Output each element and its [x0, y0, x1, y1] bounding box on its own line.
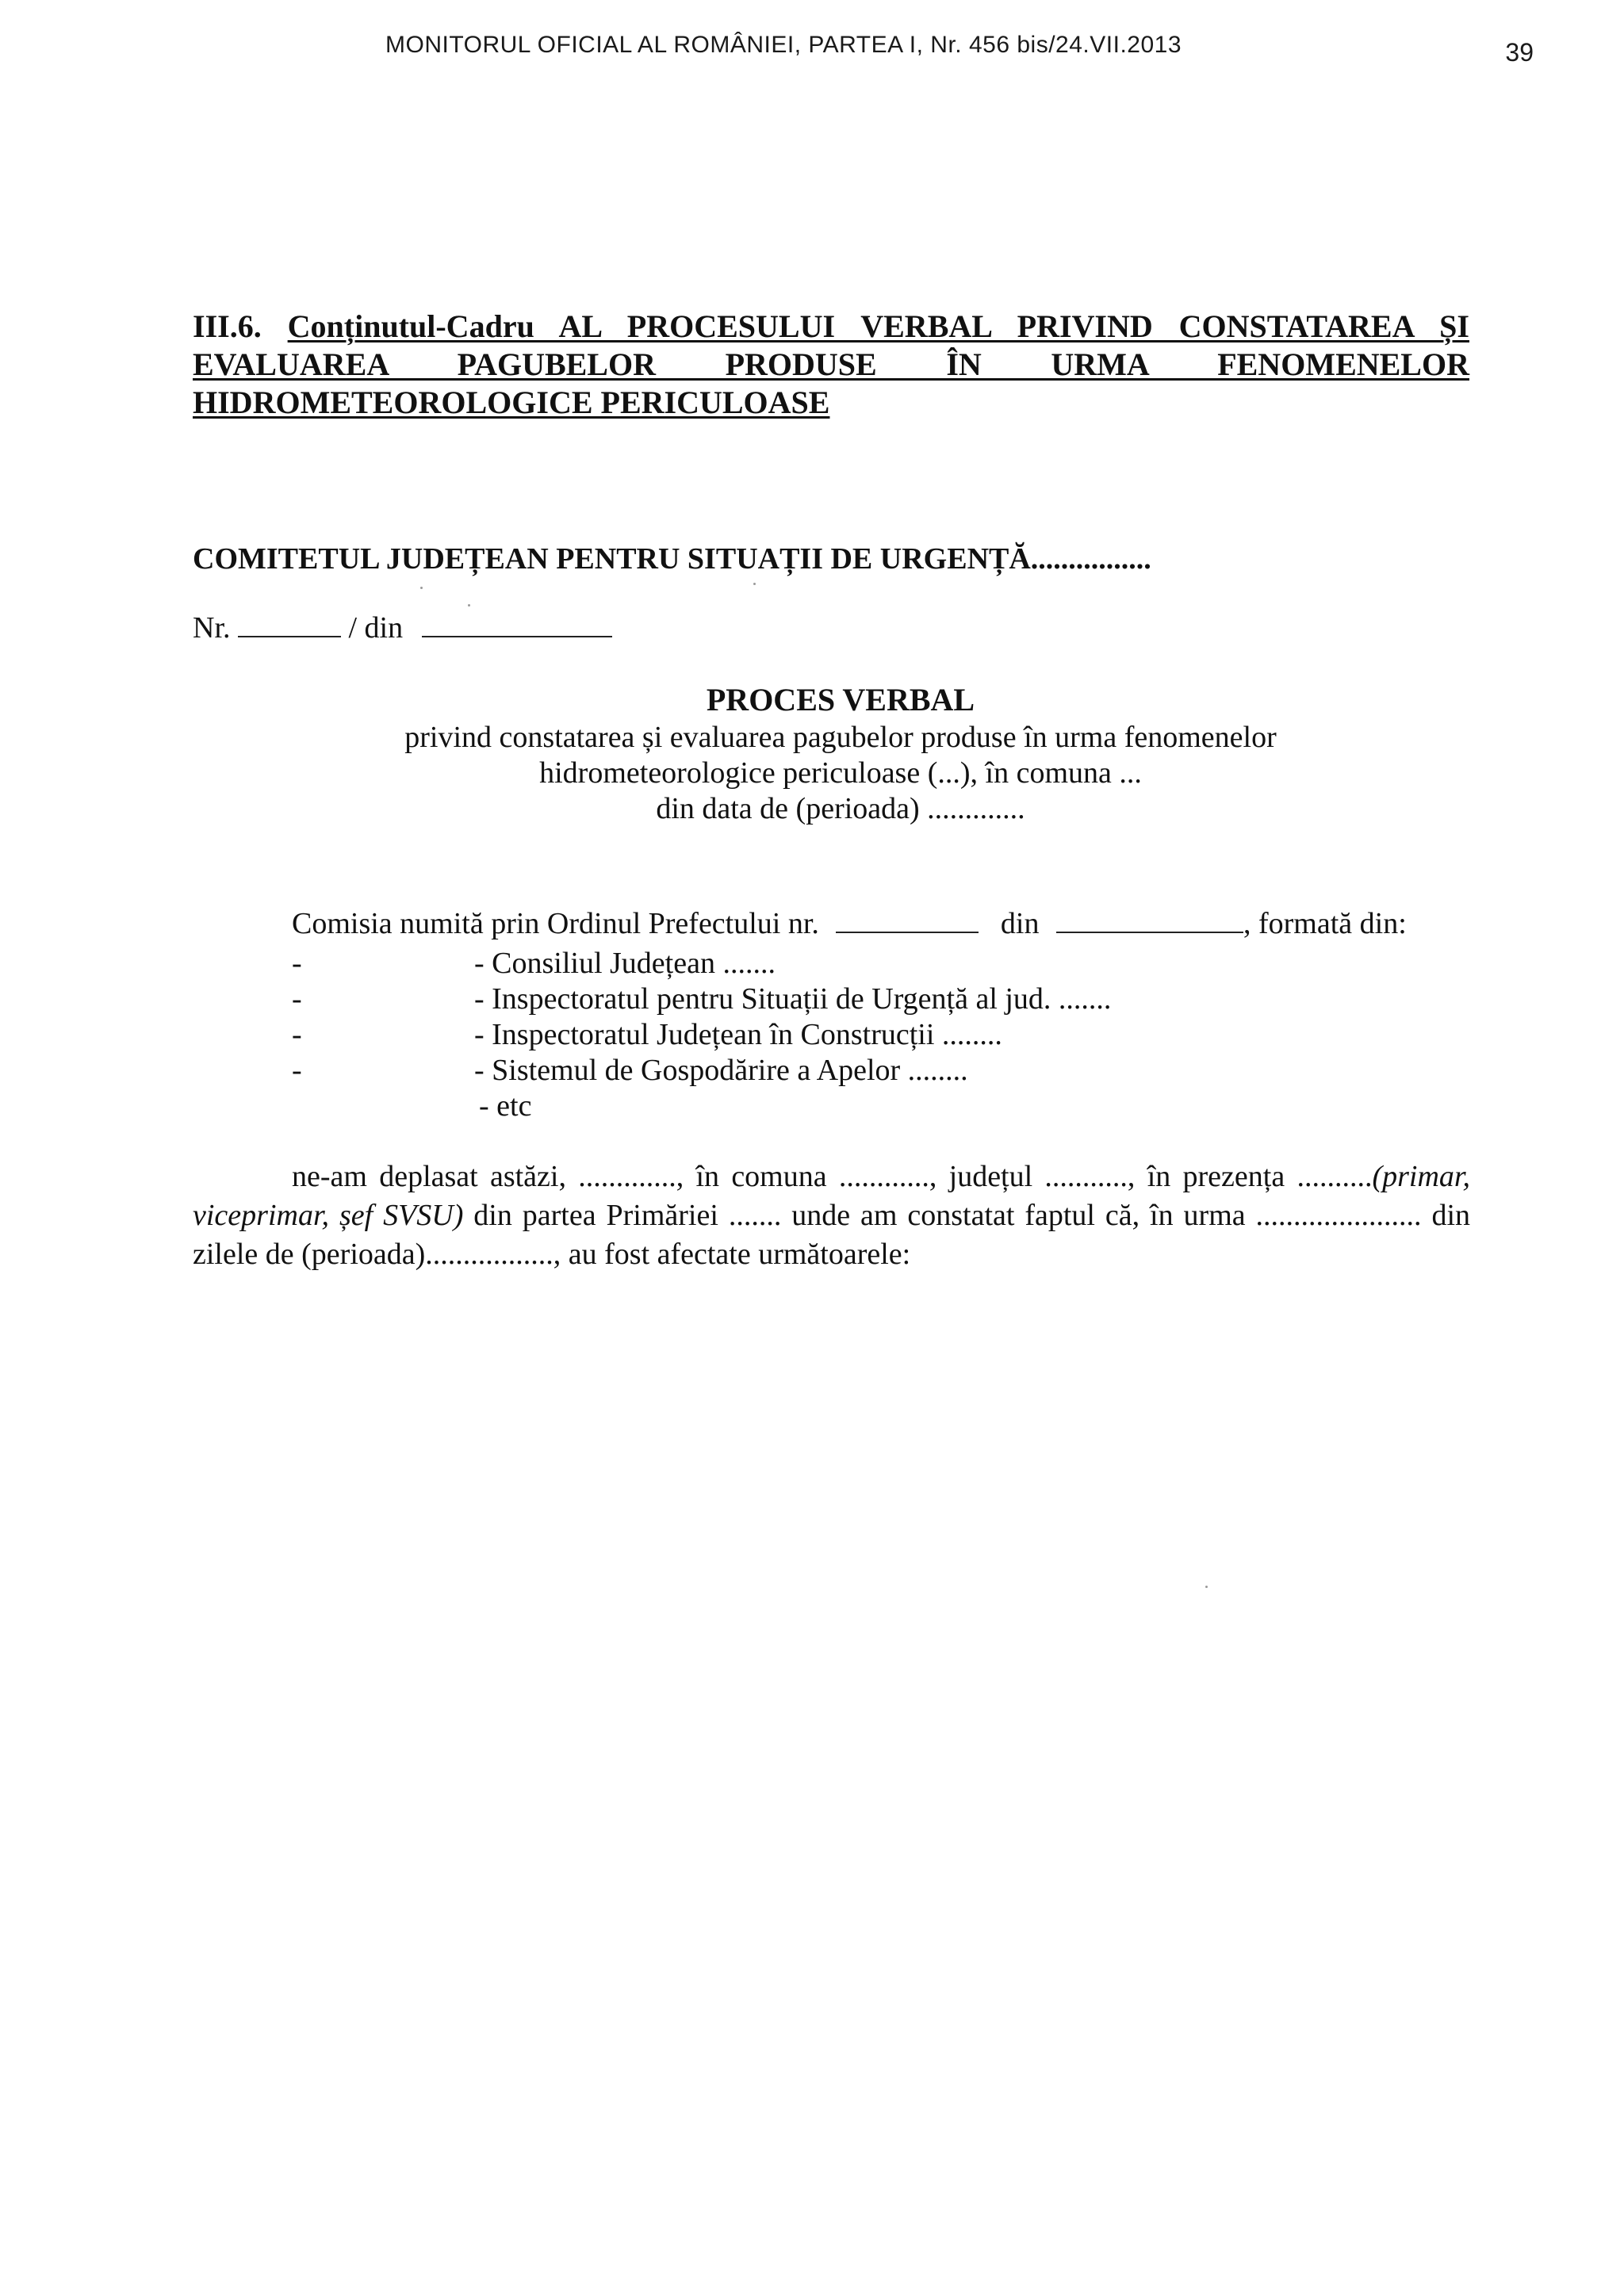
member-label: - Consiliul Județean ....... — [474, 947, 776, 980]
order-number-blank — [836, 908, 979, 933]
member-label: - Inspectoratul pentru Situații de Urgență al jud. ....... — [474, 982, 1112, 1016]
members-list — [292, 946, 1481, 1124]
section-number: III.6. — [193, 308, 262, 344]
commission-din-label: din — [1000, 907, 1040, 940]
scan-speck — [1205, 1586, 1208, 1588]
member-label: - Inspectoratul Județean în Construcții ........ — [474, 1018, 1002, 1051]
scan-speck — [420, 587, 423, 589]
publication-title: MONITORUL OFICIAL AL ROMÂNIEI, PARTEA I, Nr. 456 bis/24.VII.2013 — [385, 32, 1182, 58]
committee-name: COMITETUL JUDEȚEAN PENTRU SITUAȚII DE URGENȚĂ................ — [193, 542, 1151, 576]
list-item — [292, 1017, 1481, 1053]
pv-title: PROCES VERBAL — [706, 682, 975, 718]
paragraph-text-1: ne-am deplasat astăzi, ............., în comuna ............, județul ..........., în prezența .......... — [292, 1160, 1373, 1193]
list-item — [292, 982, 1481, 1017]
page-number: 39 — [1505, 38, 1534, 67]
pv-subtitle-line-2: hidrometeorologice periculoase (...), în comuna ... — [539, 756, 1142, 790]
list-dash: - — [292, 1054, 302, 1087]
member-label: - Sistemul de Gospodărire a Apelor ........ — [474, 1054, 968, 1087]
paragraph-italic: (primar, viceprimar, șef SVSU) — [193, 1160, 1470, 1232]
page-header — [0, 32, 1624, 71]
paragraph-text-2: din partea Primăriei ....... unde am constatat faptul că, în urma ...................... din zilele de (perioada)................., au fost afectate următoarele: — [193, 1199, 1471, 1271]
list-dash: - — [292, 982, 302, 1016]
scan-speck — [468, 604, 470, 607]
registration-line — [193, 610, 612, 645]
list-item — [292, 1089, 1481, 1124]
pv-subtitle-line-3: din data de (perioada) ............. — [656, 792, 1025, 825]
order-date-blank — [1056, 908, 1243, 933]
date-blank — [422, 612, 612, 637]
nr-label: Nr. — [193, 611, 231, 645]
din-label: / din — [348, 611, 404, 645]
list-dash: - — [292, 1018, 302, 1051]
scan-speck — [753, 583, 756, 585]
section-title: Conținutul-Cadru AL PROCESULUI VERBAL PRIVIND CONSTATAREA ȘI EVALUAREA PAGUBELOR PRODUSE ÎN URMA FENOMENELOR HIDROMETEOROLOGICE PERICULOASE — [193, 308, 1469, 420]
nr-blank — [238, 612, 341, 637]
commission-line — [292, 906, 1407, 941]
section-heading — [193, 308, 1469, 422]
pv-subtitle-line-1: privind constatarea și evaluarea pagubelor produse în urma fenomenelor — [404, 721, 1277, 754]
list-item — [292, 1053, 1481, 1089]
commission-intro: Comisia numită prin Ordinul Prefectului nr. — [292, 907, 819, 940]
proces-verbal-heading — [238, 680, 1443, 827]
member-label: - etc — [479, 1089, 532, 1123]
commission-formed-label: , formată din: — [1243, 907, 1407, 940]
body-paragraph — [193, 1158, 1470, 1274]
list-dash: - — [292, 947, 302, 980]
list-item — [292, 946, 1481, 982]
